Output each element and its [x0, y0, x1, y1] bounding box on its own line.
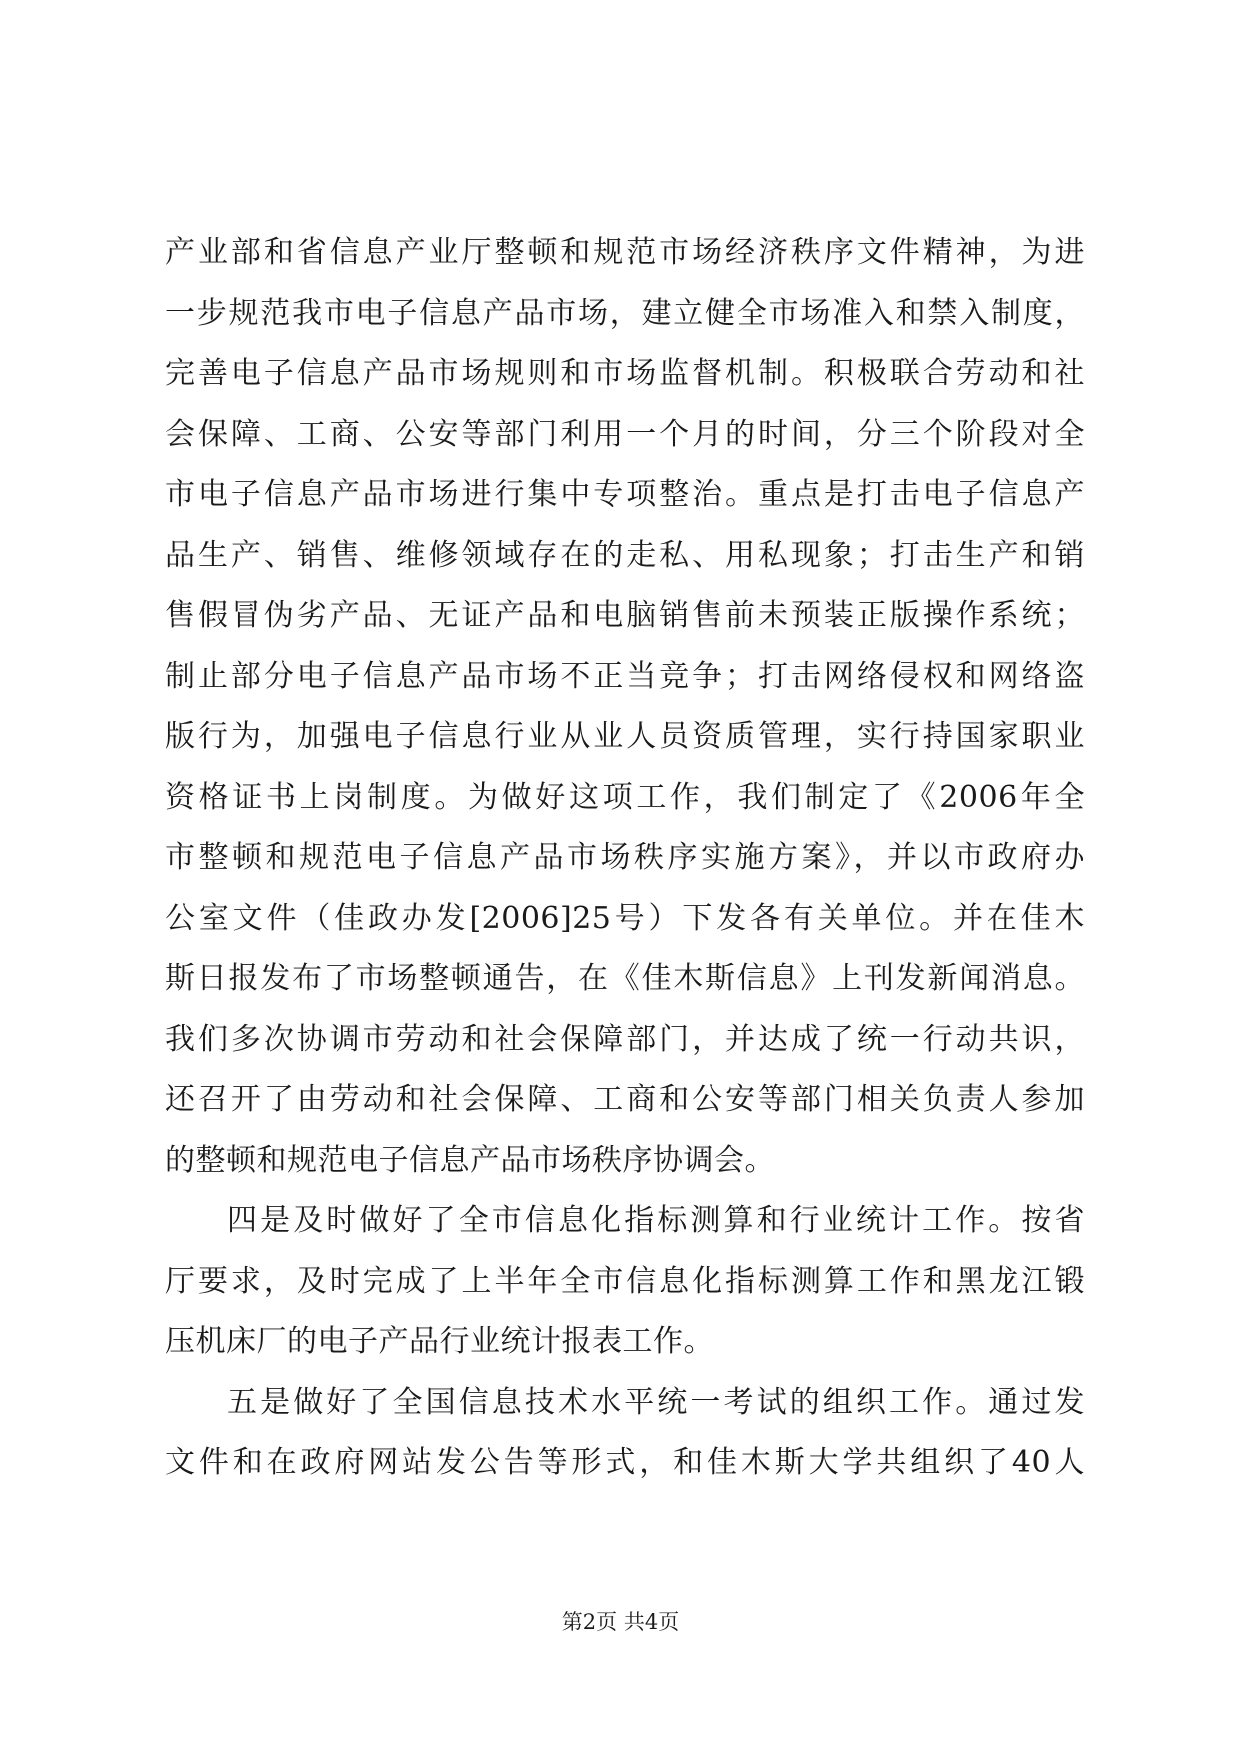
paragraph-start-line: 五是做好了全国信息技术水平统一考试的组织工作。通过发	[227, 1384, 1085, 1420]
page-number-label: 第2页 共4页	[561, 1610, 680, 1634]
text-line: 市整顿和规范电子信息产品市场秩序实施方案》，并以市政府办	[165, 840, 1085, 875]
text-line: 制止部分电子信息产品市场不正当竞争；打击网络侵权和网络盗	[165, 658, 1085, 694]
text-line: 资格证书上岗制度。为做好这项工作，我们制定了《2006年全	[165, 779, 1085, 815]
text-line: 公室文件（佳政办发[2006]25号）下发各有关单位。并在佳木	[165, 900, 1085, 936]
text-line: 文件和在政府网站发公告等形式，和佳木斯大学共组织了40人	[165, 1445, 1085, 1480]
text-line: 压机床厂的电子产品行业统计报表工作。	[165, 1324, 714, 1359]
text-line: 品生产、销售、维修领域存在的走私、用私现象；打击生产和销	[165, 537, 1085, 573]
text-line: 还召开了由劳动和社会保障、工商和公安等部门相关负责人参加	[165, 1082, 1085, 1117]
text-line: 完善电子信息产品市场规则和市场监督机制。积极联合劳动和社	[165, 356, 1085, 391]
text-line: 售假冒伪劣产品、无证产品和电脑销售前未预装正版操作系统；	[165, 598, 1085, 633]
text-line: 市电子信息产品市场进行集中专项整治。重点是打击电子信息产	[165, 477, 1085, 512]
text-line: 我们多次协调市劳动和社会保障部门，并达成了统一行动共识，	[165, 1021, 1085, 1057]
document-body	[165, 223, 1085, 1494]
text-line: 版行为，加强电子信息行业从业人员资质管理，实行持国家职业	[165, 719, 1085, 754]
text-line: 产业部和省信息产业厅整顿和规范市场经济秩序文件精神，为进	[165, 235, 1085, 270]
page-footer	[0, 1608, 1241, 1636]
text-line: 斯日报发布了市场整顿通告，在《佳木斯信息》上刊发新闻消息。	[165, 961, 1085, 996]
text-line: 厅要求，及时完成了上半年全市信息化指标测算工作和黑龙江锻	[165, 1263, 1085, 1299]
text-line: 的整顿和规范电子信息产品市场秩序协调会。	[165, 1142, 775, 1178]
text-line: 会保障、工商、公安等部门利用一个月的时间，分三个阶段对全	[165, 416, 1085, 452]
paragraph-start-line: 四是及时做好了全市信息化指标测算和行业统计工作。按省	[227, 1203, 1085, 1238]
text-line: 一步规范我市电子信息产品市场，建立健全市场准入和禁入制度，	[165, 295, 1085, 331]
